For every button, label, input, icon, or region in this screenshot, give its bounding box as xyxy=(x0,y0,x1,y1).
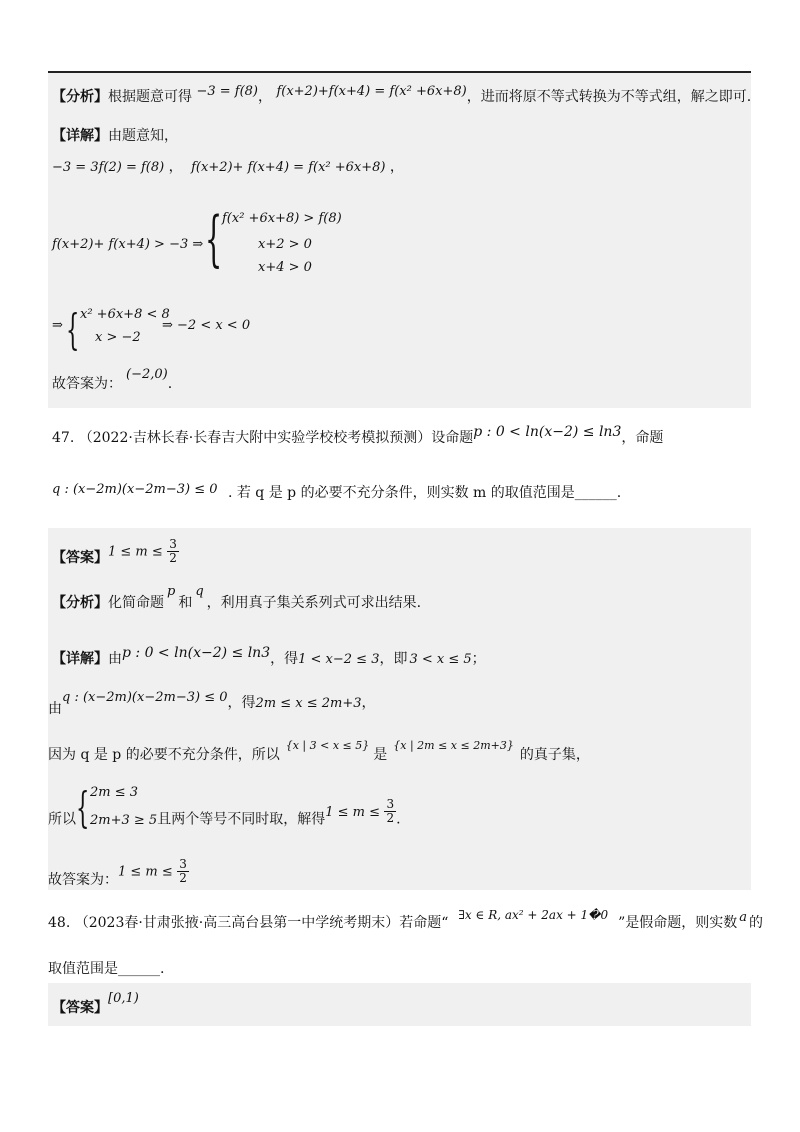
detail-text: 由题意知， xyxy=(108,128,178,144)
detail-line-46 xyxy=(52,127,178,145)
set-a: {x | 3 < x ≤ 5} xyxy=(285,739,370,752)
answer-value: 1 ≤ m ≤ xyxy=(108,544,163,560)
answer-text: 故答案为： xyxy=(52,376,122,392)
question-number: 47. xyxy=(52,430,75,446)
answer-tag: 【答案】 xyxy=(52,1000,108,1016)
question-text: ”是假命题，则实数 xyxy=(618,915,738,931)
variable-a: a xyxy=(739,910,748,925)
set-b: {x | 2m ≤ x ≤ 2m+3} xyxy=(393,739,514,752)
fraction-numerator: 3 xyxy=(386,797,395,811)
proposition-p: p : 0 < ln(x−2) ≤ ln3 xyxy=(473,424,622,440)
question-source: （2023春·甘肃张掖·高三高台县第一中学统考期末）若命题“ xyxy=(74,915,449,931)
analysis-tail: ，利用真子集关系列式可求出结果. xyxy=(206,595,422,611)
question-47-line-2 xyxy=(52,484,621,503)
analysis-tag: 【分析】 xyxy=(52,595,108,611)
detail-formula-6: 1 ≤ m ≤ xyxy=(325,804,380,820)
detail-line-47-1 xyxy=(52,645,486,669)
question-tail: . 若 q 是 p 的必要不充分条件，则实数 m 的取值范围是______. xyxy=(227,485,622,501)
analysis-text-2: ，进而将原不等式转换为不等式组，解之即可. xyxy=(466,89,752,105)
detail-text: . xyxy=(396,811,401,828)
proposition: ∃x ∈ R, ax² + 2ax + 1�0 xyxy=(458,908,609,922)
detail-tag: 【详解】 xyxy=(52,128,108,144)
system1-row2: x+2 > 0 xyxy=(258,237,312,252)
analysis-text: 根据题意可得 xyxy=(108,89,192,105)
condition-row2: 2m+3 ≥ 5 xyxy=(90,812,158,828)
detail-text: ，得 xyxy=(227,695,256,711)
answer-line-47 xyxy=(52,538,179,565)
answer-line-46: 故答案为：(−2,0). xyxy=(52,367,173,392)
detail-formula-3: 3 < x ≤ 5 xyxy=(409,652,472,667)
question-48-line-2: 取值范围是______. xyxy=(48,961,165,977)
detail-text: 的真子集， xyxy=(519,747,590,763)
detail-text: 所以 xyxy=(48,811,76,828)
left-brace-1: { xyxy=(205,204,223,274)
equation-1a: −3 = 3f(2) = f(8) xyxy=(52,160,165,175)
detail-text: 因为 q 是 p 的必要不充分条件，所以 xyxy=(48,747,280,763)
fraction-denominator: 2 xyxy=(179,871,187,885)
question-text: ，命题 xyxy=(621,430,664,446)
detail-text: 由 xyxy=(108,651,122,667)
equation-line-46: −3 = 3f(2) = f(8) ， f(x+2)+ f(x+4) = f(x² +6x+8) ， xyxy=(52,159,404,175)
fraction-numerator: 3 xyxy=(179,857,187,871)
fraction xyxy=(167,538,179,565)
solution-block-48 xyxy=(48,983,751,1026)
detail-formula-2: 1 < x−2 ≤ 3 xyxy=(298,652,380,667)
question-47-line-1 xyxy=(52,424,664,447)
proposition-q: q : (x−2m)(x−2m−3) ≤ 0 xyxy=(52,482,218,497)
answer-value: [0,1) xyxy=(108,991,139,1006)
analysis-formula-2: f(x+2)+f(x+4) = f(x² +6x+8) xyxy=(276,84,467,99)
detail-formula-5: 2m ≤ x ≤ 2m+3 xyxy=(255,696,362,711)
detail-text: 是 xyxy=(373,747,388,763)
answer-value: (−2,0) xyxy=(126,367,168,382)
system2-result: ⇒ −2 < x < 0 xyxy=(162,318,251,333)
analysis-formula-1: −3 = f(8) xyxy=(196,84,258,99)
equation-1b: f(x+2)+ f(x+4) = f(x² +6x+8) xyxy=(191,160,386,175)
detail-tag: 【详解】 xyxy=(52,651,108,667)
detail-formula-4: q : (x−2m)(x−2m−3) ≤ 0 xyxy=(62,690,228,705)
detail-text: ， xyxy=(361,695,376,711)
fraction-numerator: 3 xyxy=(169,537,177,551)
answer-value: 1 ≤ m ≤ xyxy=(118,864,173,880)
detail-text: 由 xyxy=(48,701,62,717)
answer-line-47-final xyxy=(48,857,189,888)
analysis-q: q xyxy=(195,584,204,599)
question-source: （2022·吉林长春·长春吉大附中实验学校校考模拟预测）设命题 xyxy=(78,430,474,446)
condition-row1: 2m ≤ 3 xyxy=(90,785,139,800)
analysis-line-47 xyxy=(52,584,422,613)
system2-row2: x > −2 xyxy=(95,330,141,345)
question-number: 48. xyxy=(48,915,71,931)
answer-text: 故答案为： xyxy=(48,871,118,888)
answer-tag: 【答案】 xyxy=(52,549,108,566)
left-brace-3: { xyxy=(76,783,90,832)
fraction xyxy=(177,858,189,885)
analysis-text: 化简命题 xyxy=(108,595,164,611)
system1-row1: f(x² +6x+8) > f(8) xyxy=(222,211,342,226)
fraction xyxy=(384,798,396,825)
analysis-tag: 【分析】 xyxy=(52,89,108,105)
system1-row3: x+4 > 0 xyxy=(258,260,312,275)
detail-formula-1: p : 0 < ln(x−2) ≤ ln3 xyxy=(122,645,271,661)
system-lhs: f(x+2)+ f(x+4) > −3 ⇒ xyxy=(52,237,204,252)
detail-line-47-4 xyxy=(48,797,401,833)
question-text: 的 xyxy=(749,915,764,931)
analysis-line-46: 【分析】根据题意可得 −3 = f(8)， f(x+2)+f(x+4) = f(x² +6x+8)，进而将原不等式转换为不等式组，解之即可. xyxy=(52,84,752,105)
fraction-denominator: 2 xyxy=(169,551,177,565)
fraction-denominator: 2 xyxy=(386,811,395,825)
system2-implies: ⇒ xyxy=(52,318,63,333)
detail-text: ； xyxy=(471,651,486,667)
left-brace-2: { xyxy=(66,305,80,354)
detail-text: ，得 xyxy=(270,651,299,667)
detail-line-47-2 xyxy=(48,690,376,717)
detail-text: 且两个等号不同时取，解得 xyxy=(157,811,326,828)
answer-line-48 xyxy=(52,991,139,1016)
detail-text: ，即 xyxy=(379,651,408,667)
analysis-and: 和 xyxy=(178,595,193,611)
question-48-line-1 xyxy=(48,908,764,933)
system2-row1: x² +6x+8 < 8 xyxy=(80,307,170,322)
analysis-p: p xyxy=(167,584,176,599)
